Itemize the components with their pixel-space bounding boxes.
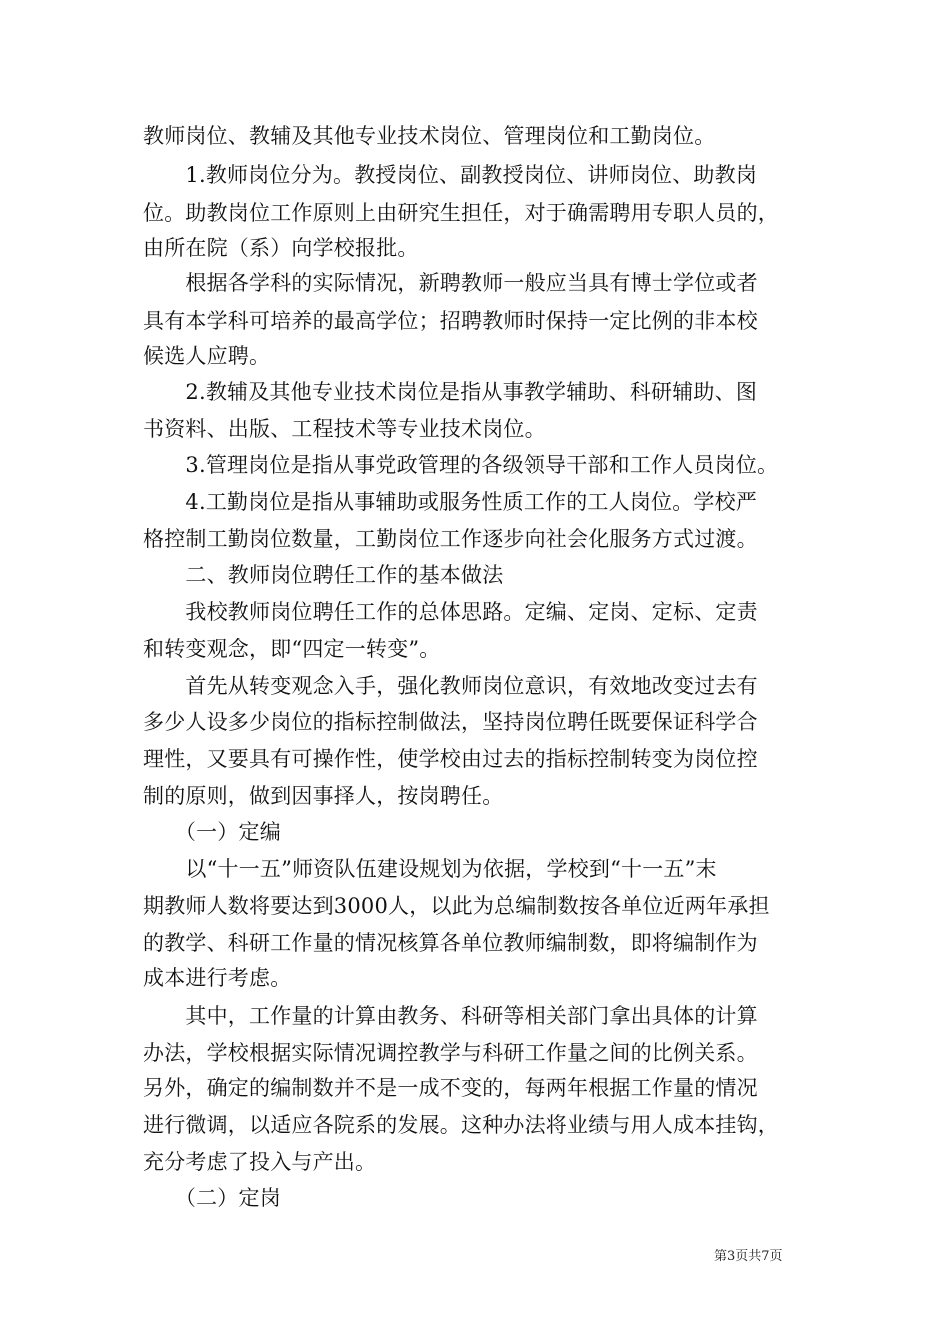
text-line: 充分考虑了投入与产出。	[143, 1150, 377, 1174]
text-line: 我校教师岗位聘任工作的总体思路。定编、定岗、定标、定责	[143, 600, 758, 624]
text-line: 由所在院（系）向学校报批。	[143, 236, 419, 260]
text-line: 位。助教岗位工作原则上由研究生担任，对于确需聘用专职人员的，	[143, 201, 779, 225]
text-line: 进行微调，以适应各院系的发展。这种办法将业绩与用人成本挂钩，	[143, 1113, 779, 1137]
subsection-heading: （二）定岗	[143, 1186, 281, 1210]
text-line: 期教师人数将要达到3000人，以此为总编制数按各单位近两年承担	[143, 894, 770, 918]
text-line: 具有本学科可培养的最高学位；招聘教师时保持一定比例的非本校	[143, 309, 758, 333]
text-line: 办法，学校根据实际情况调控教学与科研工作量之间的比例关系。	[143, 1041, 758, 1065]
text-line: 2.教辅及其他专业技术岗位是指从事教学辅助、科研辅助、图	[143, 380, 758, 404]
text-line: 的教学、科研工作量的情况核算各单位教师编制数，即将编制作为	[143, 931, 758, 955]
text-line: 书资料、出版、工程技术等专业技术岗位。	[143, 417, 546, 441]
text-line: 其中，工作量的计算由教务、科研等相关部门拿出具体的计算	[143, 1004, 758, 1028]
text-line: 成本进行考虑。	[143, 966, 292, 990]
subsection-heading: （一）定编	[143, 820, 281, 844]
text-line: 和转变观念，即“四定一转变”。	[143, 637, 441, 661]
text-line: 根据各学科的实际情况，新聘教师一般应当具有博士学位或者	[143, 271, 758, 295]
text-line: 理性，又要具有可操作性，使学校由过去的指标控制转变为岗位控	[143, 747, 758, 771]
text-line: 候选人应聘。	[143, 344, 271, 368]
text-line: 首先从转变观念入手，强化教师岗位意识，有效地改变过去有	[143, 674, 758, 698]
text-line: 以“十一五”师资队伍建设规划为依据，学校到“十一五”末	[143, 857, 717, 881]
text-line: 制的原则，做到因事择人，按岗聘任。	[143, 784, 504, 808]
text-line: 1.教师岗位分为。教授岗位、副教授岗位、讲师岗位、助教岗	[143, 163, 758, 187]
text-line: 教师岗位、教辅及其他专业技术岗位、管理岗位和工勤岗位。	[143, 124, 716, 148]
text-line: 格控制工勤岗位数量，工勤岗位工作逐步向社会化服务方式过渡。	[143, 527, 758, 551]
page-number: 第3页共7页	[714, 1249, 783, 1264]
text-line: 4.工勤岗位是指从事辅助或服务性质工作的工人岗位。学校严	[143, 490, 758, 514]
section-heading: 二、教师岗位聘任工作的基本做法	[143, 563, 504, 587]
text-line: 3.管理岗位是指从事党政管理的各级领导干部和工作人员岗位。	[143, 453, 779, 477]
text-line: 另外，确定的编制数并不是一成不变的，每两年根据工作量的情况	[143, 1076, 758, 1100]
text-line: 多少人设多少岗位的指标控制做法，坚持岗位聘任既要保证科学合	[143, 710, 758, 734]
